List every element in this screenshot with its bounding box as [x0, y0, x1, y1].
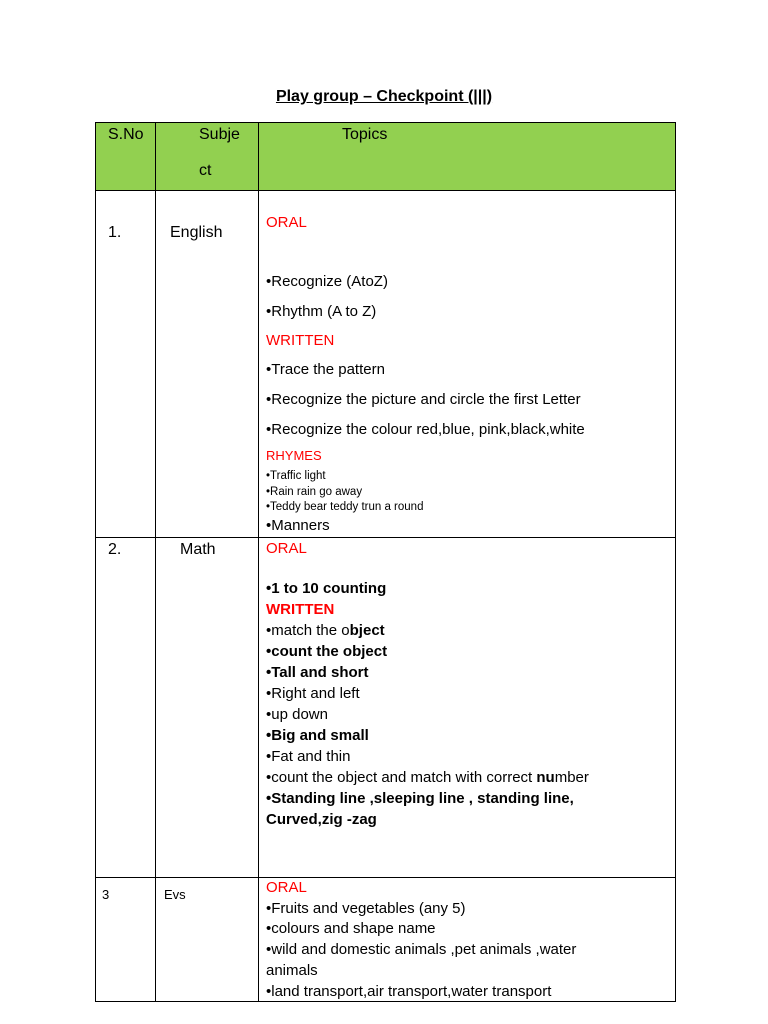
row-sno-3: 3 [102, 887, 110, 902]
math-written-heading: WRITTEN [266, 601, 335, 618]
english-written-heading: WRITTEN [266, 332, 335, 349]
header-sno: S.No [108, 126, 144, 143]
list-item: animals [266, 962, 318, 979]
list-item: •Standing line ,sleeping line , standing line, [266, 790, 574, 807]
list-item: •1 to 10 counting [266, 580, 387, 597]
list-item: •Teddy bear teddy trun a round [266, 501, 424, 513]
list-item: •wild and domestic animals ,pet animals ,water [266, 941, 577, 958]
list-item: •colours and shape name [266, 920, 436, 937]
evs-oral-heading: ORAL [266, 879, 307, 896]
row-subject-english: English [170, 224, 223, 241]
list-item: Curved,zig -zag [266, 811, 377, 828]
row-sno-1: 1. [108, 224, 122, 241]
list-item: •Recognize the colour red,blue, pink,black,white [266, 421, 585, 438]
row-sno-2: 2. [108, 541, 122, 558]
list-item: •Rhythm (A to Z) [266, 303, 377, 320]
list-item: •count the object [266, 643, 388, 660]
list-item: •Fruits and vegetables (any 5) [266, 900, 466, 917]
list-item: •Fat and thin [266, 748, 351, 765]
header-subject: Subje [199, 126, 240, 143]
header-topics: Topics [342, 126, 388, 143]
list-item: •Recognize the picture and circle the first Letter [266, 391, 581, 408]
header-subject-wrap: ct [199, 162, 212, 179]
row-subject-math: Math [180, 541, 216, 558]
list-item: •land transport,air transport,water transport [266, 983, 552, 1000]
list-item: •match the object [266, 622, 385, 639]
list-item: •Trace the pattern [266, 361, 385, 378]
list-item: •up down [266, 706, 328, 723]
list-item: •Recognize (AtoZ) [266, 273, 388, 290]
english-rhymes-heading: RHYMES [266, 448, 322, 463]
list-item: •Manners [266, 517, 330, 534]
english-oral-heading: ORAL [266, 214, 307, 231]
list-item: •Tall and short [266, 664, 369, 681]
list-item: •Rain rain go away [266, 486, 363, 498]
list-item: •Traffic light [266, 470, 326, 482]
row-subject-evs: Evs [164, 887, 186, 902]
list-item: •count the object and match with correct number [266, 769, 589, 786]
list-item: •Big and small [266, 727, 369, 744]
math-oral-heading: ORAL [266, 540, 307, 557]
list-item: •Right and left [266, 685, 360, 702]
page-title: Play group – Checkpoint (|||) [275, 88, 493, 105]
